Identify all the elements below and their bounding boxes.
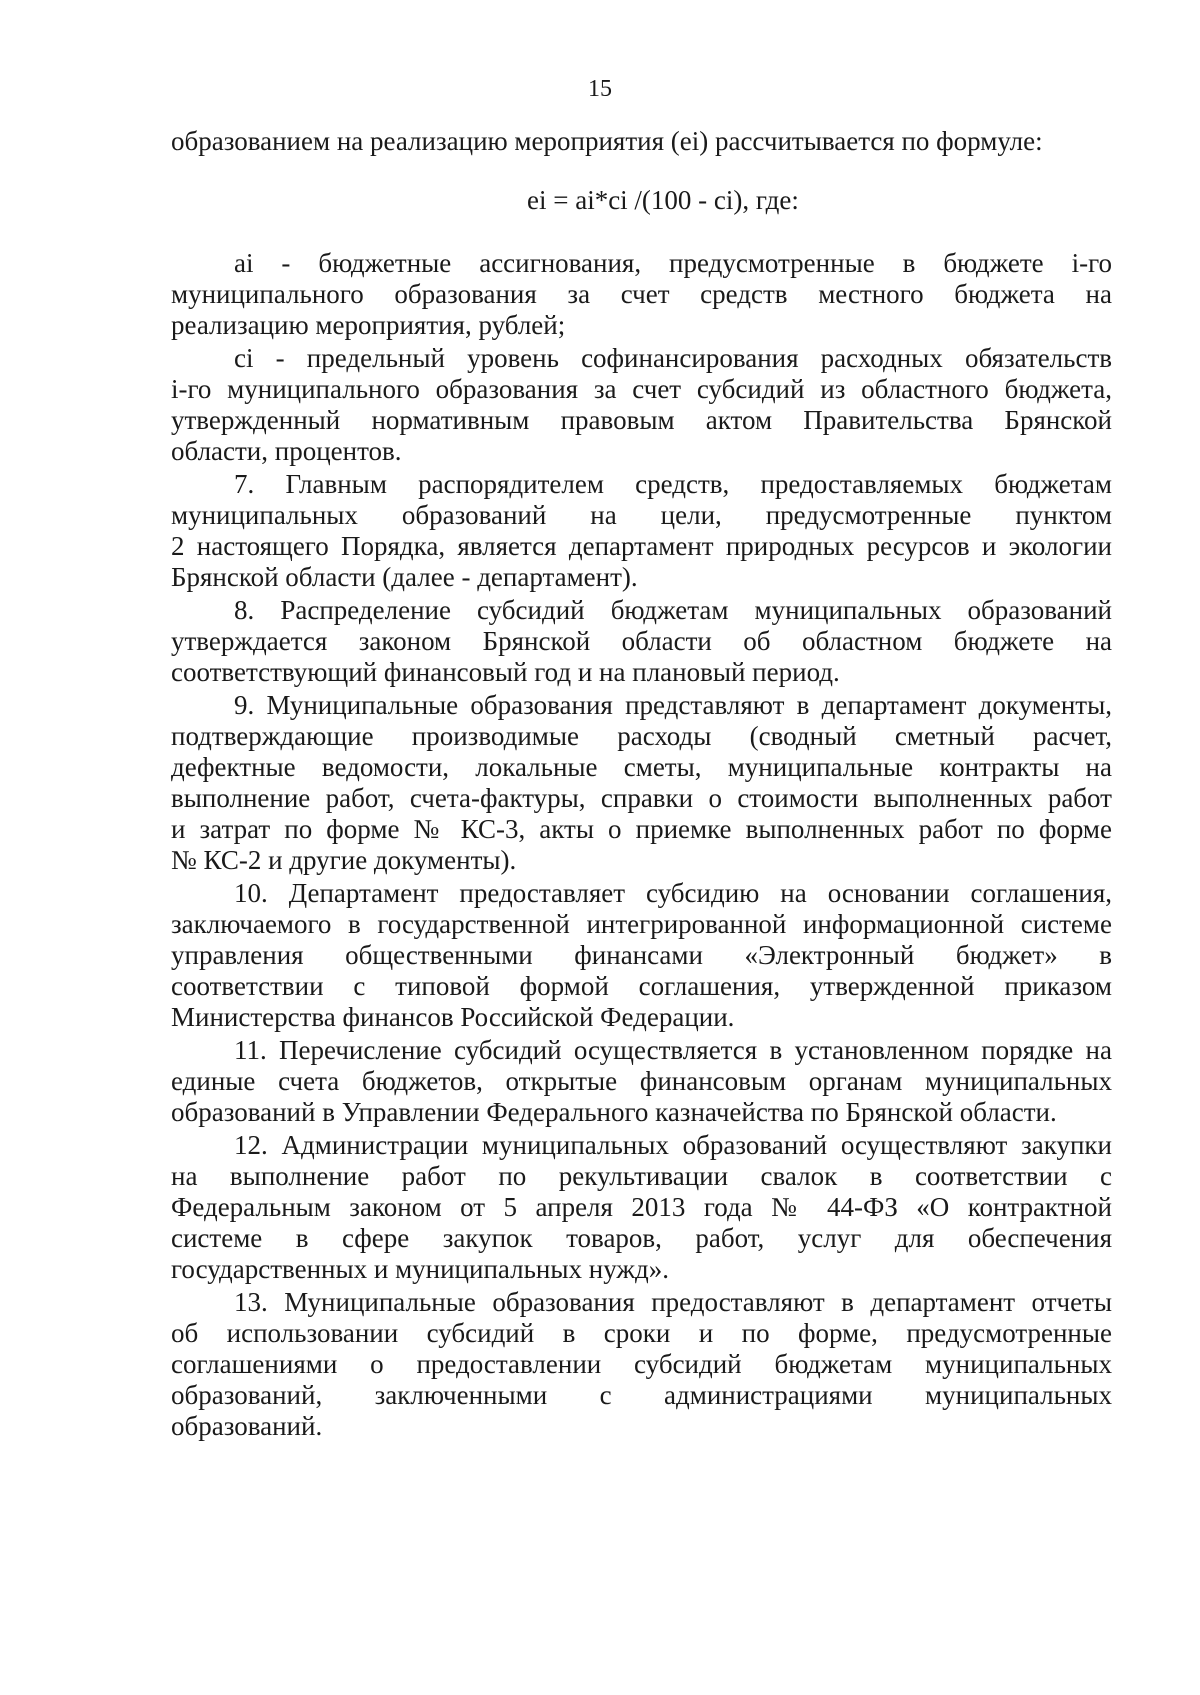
paragraph-line: № КС-2 и другие документы).	[171, 845, 517, 875]
paragraph-line: реализацию мероприятия, рублей;	[171, 310, 566, 340]
paragraph-line: заключаемого в государственной интегрированной информационной системе	[171, 909, 1112, 939]
paragraph-item-12	[171, 1130, 1112, 1285]
intro-line: образованием на реализацию мероприятия (ei) рассчитывается по формуле:	[171, 126, 1043, 156]
paragraph-line: на выполнение работ по рекультивации свалок в соответствии с	[171, 1161, 1112, 1191]
paragraph-line: дефектные ведомости, локальные сметы, муниципальные контракты на	[171, 752, 1112, 782]
paragraph-line: системе в сфере закупок товаров, работ, услуг для обеспечения	[171, 1223, 1112, 1253]
paragraph-line: единые счета бюджетов, открытые финансовым органам муниципальных	[171, 1066, 1112, 1096]
paragraph-line: утвержденный нормативным правовым актом Правительства Брянской	[171, 405, 1112, 435]
document-body	[171, 126, 1112, 1442]
paragraph-item-7	[171, 469, 1112, 593]
paragraph-line: муниципальных образований на цели, предусмотренные пунктом	[171, 500, 1112, 530]
paragraph-line: 13. Муниципальные образования предоставляют в департамент отчеты	[234, 1287, 1112, 1317]
paragraph-line: и затрат по форме № КС-3, акты о приемке выполненных работ по форме	[171, 814, 1112, 844]
paragraph-line: образований, заключенными с администрациями муниципальных	[171, 1380, 1112, 1410]
page-number: 15	[588, 76, 612, 102]
paragraph-line: 8. Распределение субсидий бюджетам муниципальных образований	[234, 595, 1112, 625]
paragraph-line: Федеральным законом от 5 апреля 2013 года № 44-ФЗ «О контрактной	[171, 1192, 1112, 1222]
paragraph-line: управления общественными финансами «Электронный бюджет» в	[171, 940, 1112, 970]
paragraph-line: области, процентов.	[171, 436, 402, 466]
paragraph-item-9	[171, 690, 1112, 876]
paragraph-item-13	[171, 1287, 1112, 1442]
paragraph-line: государственных и муниципальных нужд».	[171, 1254, 669, 1284]
paragraph-line: соответствующий финансовый год и на плановый период.	[171, 657, 840, 687]
paragraphs-container	[171, 248, 1112, 1442]
paragraph-line: 11. Перечисление субсидий осуществляется в установленном порядке на	[234, 1035, 1112, 1065]
paragraph-item-11	[171, 1035, 1112, 1128]
paragraph-line: Министерства финансов Российской Федерации.	[171, 1002, 735, 1032]
paragraph-item-10	[171, 878, 1112, 1033]
paragraph-line: 7. Главным распорядителем средств, предоставляемых бюджетам	[234, 469, 1112, 499]
paragraph-line: 9. Муниципальные образования представляют в департамент документы,	[234, 690, 1112, 720]
paragraph-line: ci - предельный уровень софинансирования расходных обязательств	[234, 343, 1112, 373]
paragraph-line: 10. Департамент предоставляет субсидию на основании соглашения,	[234, 878, 1112, 908]
paragraph-line: об использовании субсидий в сроки и по форме, предусмотренные	[171, 1318, 1112, 1348]
paragraph-line: выполнение работ, счета-фактуры, справки о стоимости выполненных работ	[171, 783, 1112, 813]
paragraph-line: образований в Управлении Федерального казначейства по Брянской области.	[171, 1097, 1057, 1127]
paragraph-line: 12. Администрации муниципальных образований осуществляют закупки	[234, 1130, 1112, 1160]
paragraph-line: i-го муниципального образования за счет субсидий из областного бюджета,	[171, 374, 1112, 404]
paragraph-line: ai - бюджетные ассигнования, предусмотренные в бюджете i-го	[234, 248, 1112, 278]
paragraph-line: соответствии с типовой формой соглашения, утвержденной приказом	[171, 971, 1112, 1001]
paragraph-line: подтверждающие производимые расходы (сводный сметный расчет,	[171, 721, 1112, 751]
paragraph-ai-definition	[171, 248, 1112, 341]
paragraph-line: утверждается законом Брянской области об областном бюджете на	[171, 626, 1112, 656]
formula: ei = ai*ci /(100 - ci), где:	[527, 185, 799, 215]
paragraph-line: Брянской области (далее - департамент).	[171, 562, 638, 592]
paragraph-line: соглашениями о предоставлении субсидий бюджетам муниципальных	[171, 1349, 1112, 1379]
paragraph-line: 2 настоящего Порядка, является департамент природных ресурсов и экологии	[171, 531, 1112, 561]
paragraph-line: муниципального образования за счет средств местного бюджета на	[171, 279, 1112, 309]
paragraph-item-8	[171, 595, 1112, 688]
paragraph-ci-definition	[171, 343, 1112, 467]
paragraph-line: образований.	[171, 1411, 323, 1441]
